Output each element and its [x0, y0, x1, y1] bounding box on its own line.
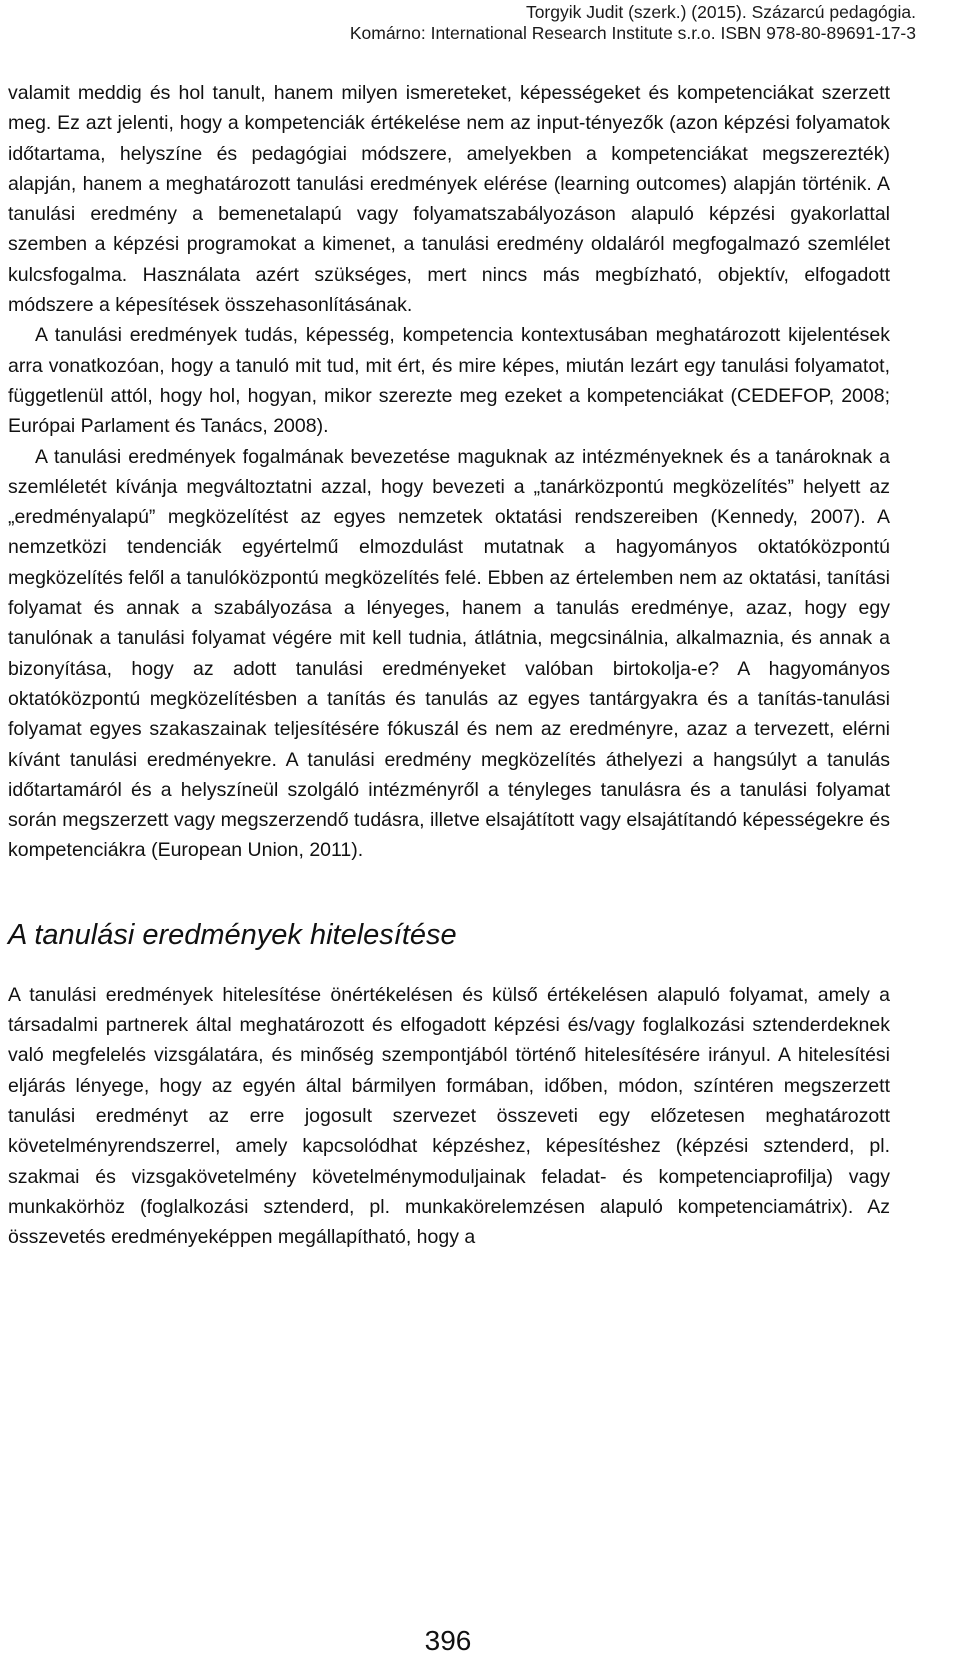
section-heading: A tanulási eredmények hitelesítése	[8, 918, 457, 951]
body-paragraph-continued: valamit meddig és hol tanult, hanem milyen ismereteket, képességeket és kompetenciákat szerzett meg. Ez azt jelenti, hogy a kompetenciák értékelése nem az input-tényezők (azon képzési folyamatok időtartama, helyszíne és pedagógiai módszere, amelyekben a kompetenciákat megszerezték) alapján, hanem a meghatározott tanulási eredmények elérése (learning outcomes) alapján történik. A tanulási eredmény a bemenetalapú vagy folyamatszabályozáson alapuló képzési gyakorlattal szemben a képzési programokat a kimenet, a tanulási eredmény oldaláról megfogalmazó szemlélet kulcsfogalma. Használata azért szükséges, mert nincs más megbízható, objektív, elfogadott módszere a képesítések összehasonlításának.	[8, 82, 890, 317]
body-paragraph-introduction: A tanulási eredmények fogalmának bevezetése maguknak az intézményeknek és a tanároknak a szemléletét kívánja megváltoztatni azzal, hogy bevezeti a „tanárközpontú megközelítés” helyett az „eredményalapú” megközelítést az egyes nemzetek oktatási rendszereiben (Kennedy, 2007). A nemzetközi tendenciák egyértelmű elmozdulást mutatnak a hagyományos oktatóközpontú megközelítés felől a tanulóközpontú megközelítés felé. Ebben az értelemben nem az oktatási, tanítási folyamat és annak a szabályozása a lényeges, hanem a tanulás eredménye, azaz, hogy egy tanulónak a tanulási folyamat végére mit kell tudnia, átlátnia, megcsinálnia, alkalmaznia, és annak a bizonyítása, hogy az adott tanulási eredményeket valóban birtokolja-e? A hagyományos oktatóközpontú megközelítésben a tanítás és tanulás az egyes tantárgyakra és a tanítás-tanulási folyamat egyes szakaszainak teljesítésére fókuszál és nem az eredményre, azaz a tervezett, elérni kívánt tanulási eredményekre. A tanulási eredmény megközelítés áthelyezi a hangsúlyt a tanulás időtartamáról és a helyszíneül szolgáló intézményről a tényleges tanulásra és a tanulási folyamat során megszerzett vagy megszerzendő tudásra, illetve elsajátított vagy elsajátítandó képességekre és kompetenciákra (European Union, 2011).	[8, 445, 890, 862]
page-number: 396	[424, 1625, 472, 1656]
running-header	[350, 2, 916, 44]
section-paragraph: A tanulási eredmények hitelesítése önértékelésen és külső értékelésen alapuló folyamat, amely a társadalmi partnerek által meghatározott és elfogadott képzési és/vagy foglalkozási sztenderdeknek való megfelelés vizsgálatára, és minőség szempontjából történő hitelesítésére irányul. A hitelesítési eljárás lényege, hogy az egyén által bármilyen formában, időben, módon, színtéren megszerzett tanulási eredményt az erre jogosult szervezet összeveti egy előzetesen meghatározott követelményrendszerrel, amely kapcsolódhat képzéshez, képesítéshez (képzési sztenderd, pl. szakmai és vizsgakövetelmény követelménymoduljainak feladat- és kompetenciaprofilja) vagy munkakörhöz (foglalkozási sztenderd, pl. munkakörelemzésen alapuló kompetenciamátrix). Az összevetés eredményeképpen megállapítható, hogy a	[8, 983, 890, 1249]
header-publisher-line: Komárno: International Research Institute s.r.o. ISBN 978-80-89691-17-3	[349, 23, 916, 43]
page-body	[8, 78, 890, 1252]
body-paragraph-definition: A tanulási eredmények tudás, képesség, kompetencia kontextusában meghatározott kijelentések arra vonatkozóan, hogy a tanuló mit tud, mit ért, és mire képes, miután lezárt egy tanulási folyamatot, függetlenül attól, hogy hol, hogyan, mikor szerezte meg ezeket a kompetenciákat (CEDEFOP, 2008; Európai Parlament és Tanács, 2008).	[8, 324, 890, 438]
header-citation-line: Torgyik Judit (szerk.) (2015). Százarcú pedagógia.	[525, 2, 916, 22]
